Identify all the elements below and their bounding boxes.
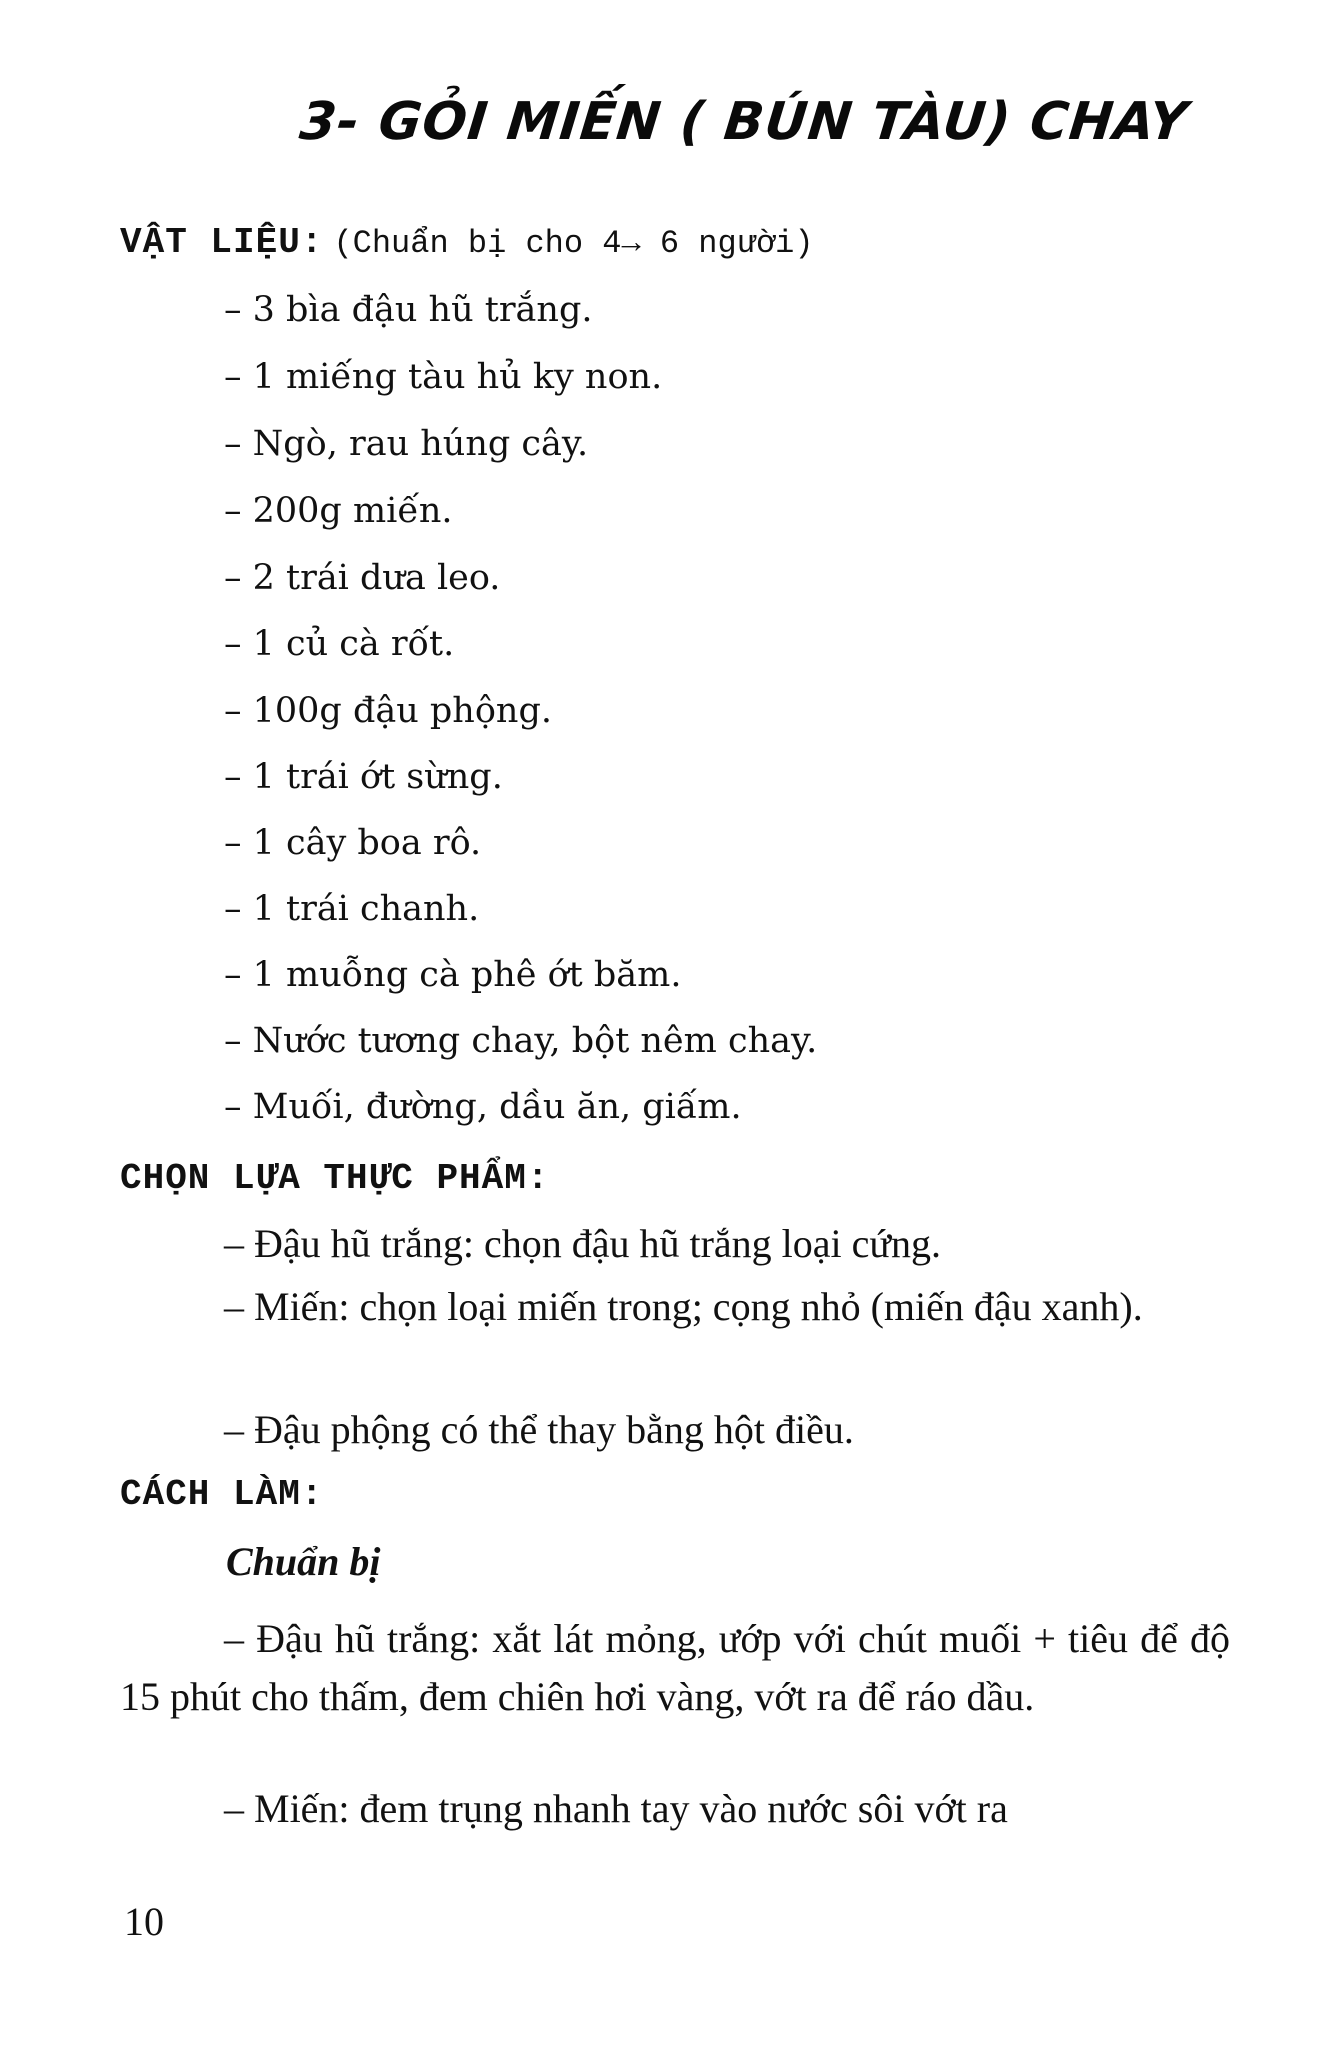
ingredient-item: – 1 trái ớt sừng. xyxy=(224,757,503,797)
ingredient-item: – 1 miếng tàu hủ ky non. xyxy=(224,357,663,397)
ingredient-item: – 1 trái chanh. xyxy=(224,889,480,929)
servings-note: (Chuẩn bị cho 4→ 6 người) xyxy=(333,225,814,262)
method-paragraph xyxy=(120,1780,1230,1838)
ingredient-item: – Muối, đường, dầu ăn, giấm. xyxy=(224,1087,742,1127)
ingredient-item: – 3 bìa đậu hũ trắng. xyxy=(224,290,593,330)
method-heading: CÁCH LÀM: xyxy=(120,1474,324,1515)
ingredient-item: – 2 trái dưa leo. xyxy=(224,558,501,598)
ingredient-item: – 1 cây boa rô. xyxy=(224,823,482,863)
selection-item: – Đậu hũ trắng: chọn đậu hũ trắng loại cứng. xyxy=(224,1221,942,1266)
selection-item-text: – Miến: chọn loại miến trong; cọng nhỏ (miến đậu xanh). xyxy=(224,1284,1143,1329)
ingredient-item: – 200g miến. xyxy=(224,491,453,531)
ingredient-item: – 1 củ cà rốt. xyxy=(224,624,455,664)
ingredient-item: – 1 muỗng cà phê ớt băm. xyxy=(224,955,682,995)
ingredient-item: – Ngò, rau húng cây. xyxy=(224,424,589,464)
method-subheading: Chuẩn bị xyxy=(226,1539,381,1584)
selection-item: – Đậu phộng có thể thay bằng hột điều. xyxy=(224,1407,854,1452)
method-paragraph xyxy=(120,1610,1230,1726)
method-paragraph-text: – Đậu hũ trắng: xắt lát mỏng, ướp với chút muối + tiêu để độ 15 phút cho thấm, đem chiên hơi vàng, vớt ra để ráo dầu. xyxy=(120,1616,1230,1719)
method-paragraph-text: – Miến: đem trụng nhanh tay vào nước sôi vớt ra xyxy=(224,1786,1008,1831)
materials-heading: VẬT LIỆU: xyxy=(120,222,324,263)
page-number: 10 xyxy=(124,1899,164,1944)
materials-heading-line xyxy=(120,222,814,263)
ingredient-item: – Nước tương chay, bột nêm chay. xyxy=(224,1021,818,1061)
selection-item xyxy=(120,1278,1230,1336)
selection-heading: CHỌN LỰA THỰC PHẨM: xyxy=(120,1158,550,1199)
ingredient-item: – 100g đậu phộng. xyxy=(224,691,552,731)
recipe-title: 3- GỎI MIẾN ( BÚN TÀU) CHAY xyxy=(296,92,1191,152)
